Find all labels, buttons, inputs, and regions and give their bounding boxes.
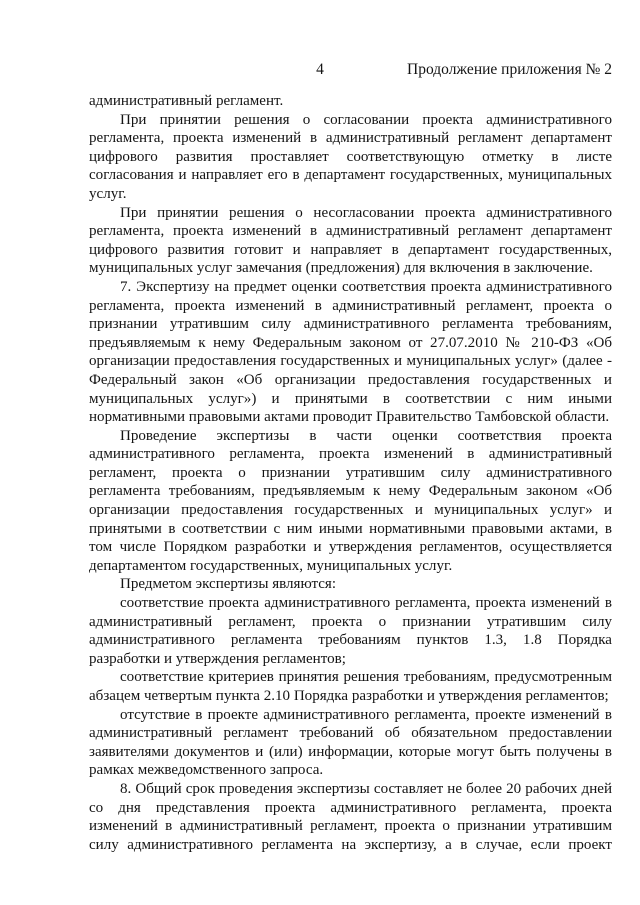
paragraph-approval: При принятии решения о согласовании проекта административного регламента, проекта изменений в административный регламент департамент цифрового развития проставляет соответствующую отметку в листе согласования и направляет его в департамент государственных, муниципальных услуг. <box>89 111 612 202</box>
appendix-continuation-note: Продолжение приложения № 2 <box>407 61 612 78</box>
paragraph-item-8: 8. Общий срок проведения экспертизы составляет не более 20 рабочих дней со дня представления проекта административного регламента, проекта изменений в административный регламент, проекта о признании утратившим силу административного регламента на экспертизу, а в случае, если проект <box>89 780 612 853</box>
paragraph-expertise-subject: Предметом экспертизы являются: <box>120 576 337 593</box>
page-number: 4 <box>316 61 324 78</box>
paragraph-subject-criteria: соответствие критериев принятия решения требованиям, предусмотренным абзацем четвертым пункта 2.10 Порядка разработки и утверждения регламентов; <box>89 669 612 704</box>
paragraph-item-7: 7. Экспертизу на предмет оценки соответствия проекта административного регламента, проекта изменений в административный регламент, проекта о признании утратившим силу административного регламента требованиям, предъявляемым к нему Федеральным законом от 27.07.2010 № 210-ФЗ «Об организации предоставления государственных и муниципальных услуг» (далее - Федеральный закон «Об организации предоставления государственных и муниципальных услуг») и принятыми в соответствии с ним иными нормативными правовыми актами проводит Правительство Тамбовской области. <box>89 278 612 426</box>
paragraph-disapproval: При принятии решения о несогласовании проекта административного регламента, проекта изменений в административный регламент департамент цифрового развития готовит и направляет в департамент государственных, муниципальных услуг замечания (предложения) для включения в заключение. <box>89 204 612 277</box>
document-body <box>89 92 612 854</box>
paragraph-subject-absence: отсутствие в проекте административного регламента, проекте изменений в административный регламент требований об обязательном предоставлении заявителями документов и (или) информации, которые могут быть получены в рамках межведомственного запроса. <box>89 706 612 779</box>
paragraph-continuation: административный регламент. <box>89 93 284 109</box>
paragraph-subject-compliance: соответствие проекта административного регламента, проекта изменений в административный регламент, проекта о признании утратившим силу административного регламента требованиям пунктов 1.3, 1.8 Порядка разработки и утверждения регламентов; <box>89 595 612 667</box>
paragraph-expertise-conduct: Проведение экспертизы в части оценки соответствия проекта административного регламента, проекта изменений в административный регламент, проекта о признании утратившим силу административного регламента требованиям, предъявляемым к нему Федеральным законом «Об организации предоставления государственных и муниципальных услуг» и принятыми в соответствии с ним иными нормативными правовыми актами, в том числе Порядком разработки и утверждения регламентов, осуществляется департаментом государственных, муниципальных услуг. <box>89 427 612 574</box>
